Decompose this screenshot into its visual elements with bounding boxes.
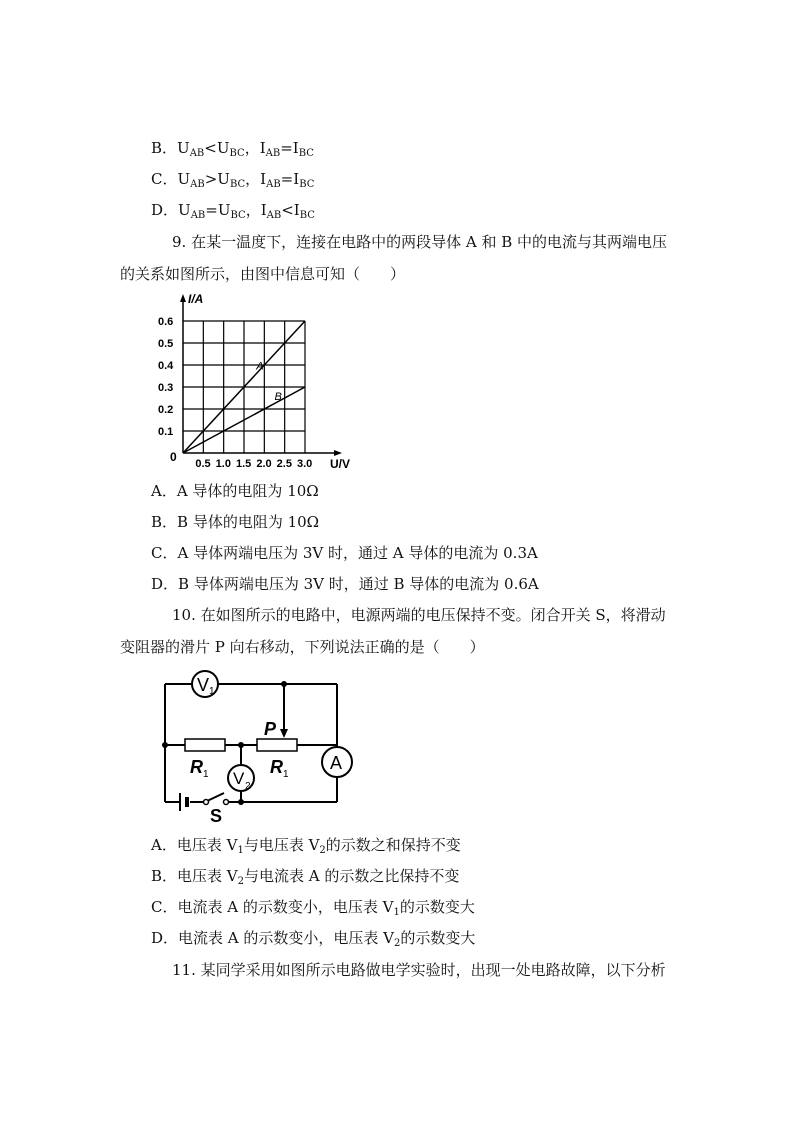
x-axis-arrow xyxy=(334,450,342,456)
resistor-r1 xyxy=(185,739,225,751)
y-axis-title: I/A xyxy=(188,292,204,306)
rheostat-label: R xyxy=(270,757,283,777)
y-tick-label: 0.1 xyxy=(158,426,174,438)
v2-label: V xyxy=(233,769,245,788)
q10-stem-line1: 10. 在如图所示的电路中，电源两端的电压保持不变。闭合开关 S，将滑动 xyxy=(172,606,666,624)
x-tick-label: 1.5 xyxy=(236,458,252,470)
x-tick-label: 0.5 xyxy=(195,458,211,470)
chart-axes xyxy=(180,294,342,456)
x-tick-label: 2.5 xyxy=(276,458,292,470)
x-axis-title: U/V xyxy=(330,457,351,471)
x-tick-label: 1.0 xyxy=(215,458,231,470)
q9-option-a: A．A 导体的电阻为 10Ω xyxy=(151,482,319,500)
switch-contact xyxy=(224,800,229,805)
r1-label: R xyxy=(190,757,203,777)
q10-option-d: D．电流表 A 的示数变小，电压表 $V_2$的示数变大 xyxy=(151,929,476,949)
v2-sub: 2 xyxy=(245,781,251,792)
q8-option-d: D．$U_{AB}=U_{BC}$，$I_{AB}<I_{BC}$ xyxy=(151,201,315,221)
rheostat-sub: 1 xyxy=(283,769,289,780)
q8-option-c: C．$U_{AB}>U_{BC}$，$I_{AB}=I_{BC}$ xyxy=(151,170,315,190)
q9-option-d: D．B 导体两端电压为 3V 时，通过 B 导体的电流为 0.6A xyxy=(151,575,539,593)
junction-left xyxy=(162,742,168,748)
q9-stem-line2: 的关系如图所示，由图中信息可知（ ） xyxy=(120,265,406,283)
x-tick-label: 2.0 xyxy=(256,458,272,470)
y-tick-label: 0.3 xyxy=(158,382,174,394)
switch-pivot xyxy=(204,800,209,805)
v1-label: V xyxy=(197,675,210,695)
r1-sub: 1 xyxy=(203,769,209,780)
q9-stem-line1: 9. 在某一温度下，连接在电路中的两段导体 A 和 B 中的电流与其两端电压 xyxy=(172,233,668,251)
q10-option-c: C．电流表 A 的示数变小，电压表 $V_1$的示数变大 xyxy=(151,898,475,918)
slider-arrow-icon xyxy=(280,729,288,738)
q9-option-b: B．B 导体的电阻为 10Ω xyxy=(151,513,320,531)
q10-option-a: A．电压表 $V_1$与电压表 $V_2$的示数之和保持不变 xyxy=(151,836,461,856)
y-tick-label: 0.6 xyxy=(158,316,174,328)
ammeter-label: A xyxy=(330,753,343,773)
series-label-A: A xyxy=(256,360,264,373)
q9-chart xyxy=(150,290,370,475)
switch-label: S xyxy=(210,806,223,826)
x-tick-label: 3.0 xyxy=(297,458,313,470)
rheostat-r1 xyxy=(257,739,297,751)
v1-sub: 1 xyxy=(209,686,215,697)
y-axis-arrow xyxy=(180,294,186,302)
q11-stem-line1: 11. 某同学采用如图所示电路做电学实验时，出现一处电路故障，以下分析 xyxy=(172,961,666,979)
junction-top xyxy=(281,681,287,687)
junction-mid xyxy=(238,742,244,748)
origin-label: 0 xyxy=(170,450,177,464)
q10-option-b: B．电压表 $V_2$与电流表 A 的示数之比保持不变 xyxy=(151,867,460,887)
y-tick-label: 0.5 xyxy=(158,338,174,350)
q9-option-c: C．A 导体两端电压为 3V 时，通过 A 导体的电流为 0.3A xyxy=(151,544,538,562)
q10-stem-line2: 变阻器的滑片 P 向右移动，下列说法正确的是（ ） xyxy=(120,638,485,656)
q8-option-b: B．$U_{AB}<U_{BC}$，$I_{AB}=I_{BC}$ xyxy=(151,139,314,159)
q10-circuit-diagram xyxy=(150,667,380,827)
junction-bottom xyxy=(238,799,244,805)
series-label-B: B xyxy=(274,391,282,404)
y-tick-label: 0.4 xyxy=(158,360,174,372)
y-tick-label: 0.2 xyxy=(158,404,174,416)
slider-label: P xyxy=(264,719,277,739)
